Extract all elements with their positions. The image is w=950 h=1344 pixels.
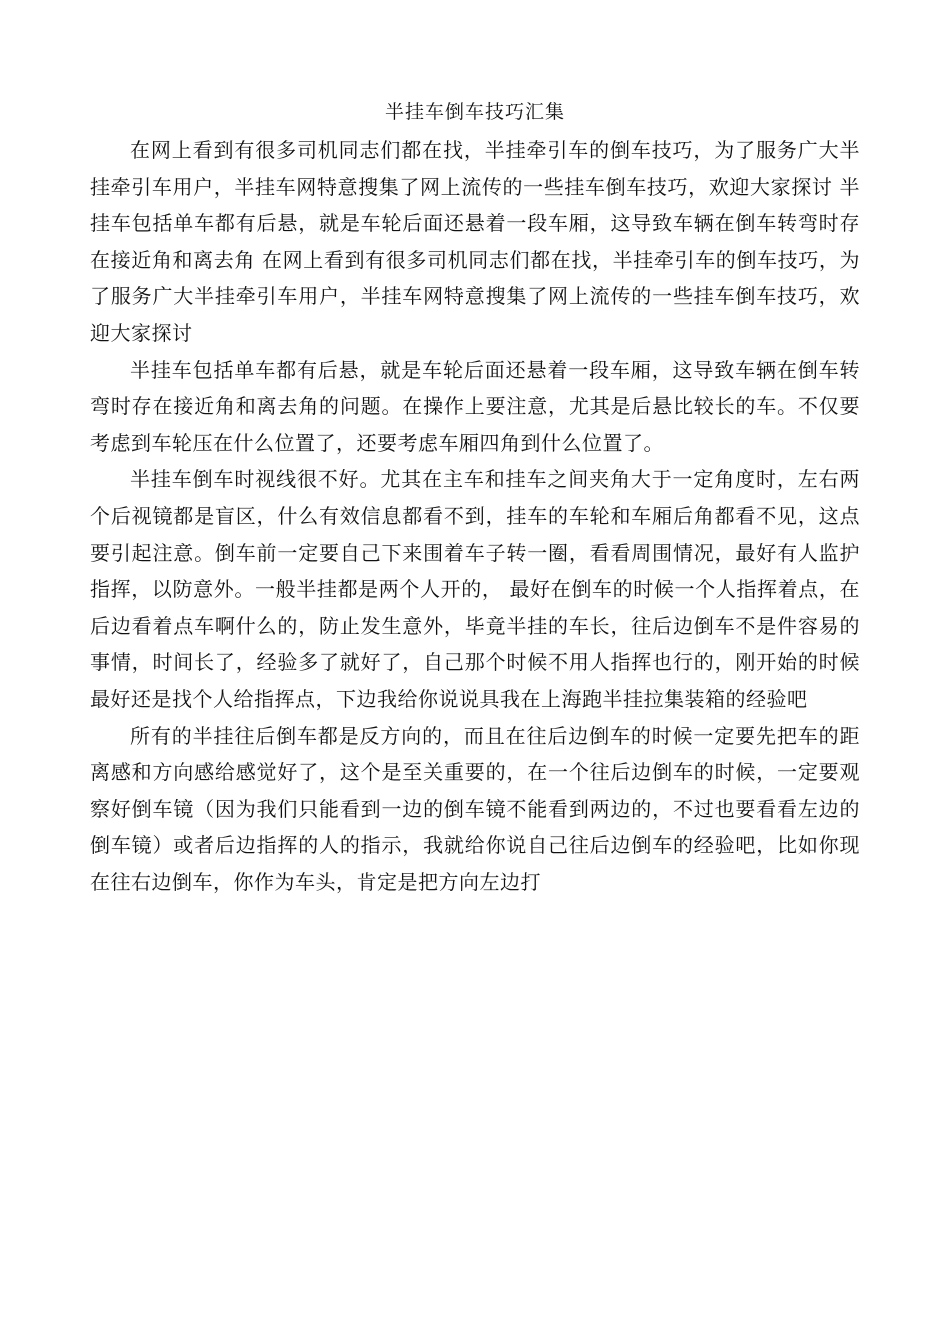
document-body <box>90 132 860 900</box>
paragraph-2: 半挂车包括单车都有后悬，就是车轮后面还悬着一段车厢，这导致车辆在倒车转弯时存在接近角和离去角的问题。在操作上要注意，尤其是后悬比较长的车。不仅要考虑到车轮压在什么位置了，还要考虑车厢四角到什么位置了。 <box>90 357 860 455</box>
document-title: 半挂车倒车技巧汇集 <box>384 101 565 123</box>
paragraph-3: 半挂车倒车时视线很不好。尤其在主车和挂车之间夹角大于一定角度时，左右两个后视镜都是盲区，什么有效信息都看不到，挂车的车轮和车厢后角都看不见，这点要引起注意。倒车前一定要自己下来围着车子转一圈，看看周围情况，最好有人监护指挥，以防意外。一般半挂都是两个人开的， 最好在倒车的时候一个人指挥着点，在后边看着点车啊什么的，防止发生意外，毕竟半挂的车长，往后边倒车不是件容易的事情，时间长了，经验多了就好了，自己那个时候不用人指挥也行的，刚开始的时候最好还是找个人给指挥点，下边我给你说说具我在上海跑半挂拉集装箱的经验吧 <box>90 467 860 711</box>
paragraph-4: 所有的半挂往后倒车都是反方向的，而且在往后边倒车的时候一定要先把车的距离感和方向感给感觉好了，这个是至关重要的，在一个往后边倒车的时候，一定要观察好倒车镜（因为我们只能看到一边的倒车镜不能看到两边的，不过也要看看左边的倒车镜）或者后边指挥的人的指示，我就给你说自己往后边倒车的经验吧，比如你现在往右边倒车，你作为车头，肯定是把方向左边打 <box>90 723 860 894</box>
paragraph-1: 在网上看到有很多司机同志们都在找，半挂牵引车的倒车技巧，为了服务广大半挂牵引车用户，半挂车网特意搜集了网上流传的一些挂车倒车技巧，欢迎大家探讨 半挂车包括单车都有后悬，就是车轮后面还悬着一段车厢，这导致车辆在倒车转弯时存在接近角和离去角 在网上看到有很多司机同志们都在找，半挂牵引车的倒车技巧，为了服务广大半挂牵引车用户，半挂车网特意搜集了网上流传的一些挂车倒车技巧，欢迎大家探讨 <box>90 138 860 345</box>
